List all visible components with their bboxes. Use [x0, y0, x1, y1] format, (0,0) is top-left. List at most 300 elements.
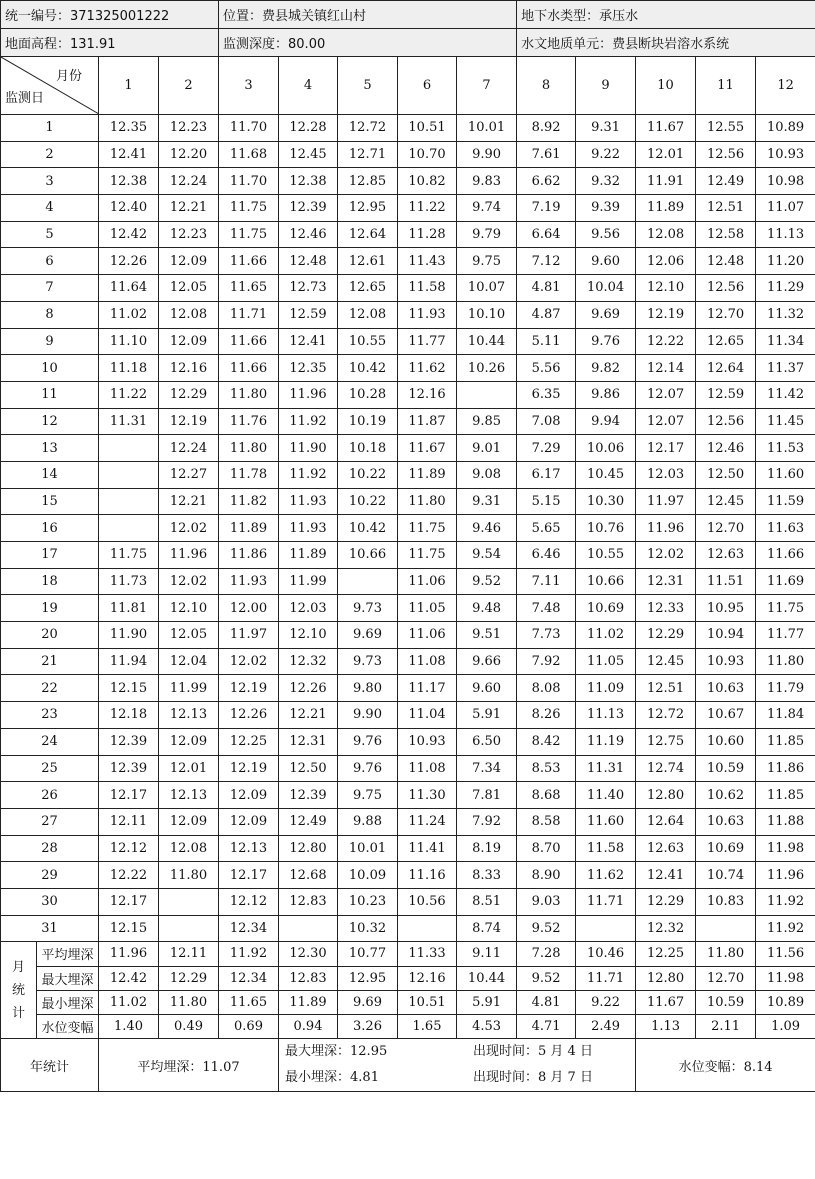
- depth-cell: 6.46: [517, 542, 576, 569]
- depth-cell: 11.97: [636, 488, 696, 515]
- day-row: [1, 862, 815, 889]
- depth-cell: 11.19: [576, 728, 636, 755]
- month-header: 9: [576, 57, 636, 115]
- stat-label: 最大埋深: [37, 966, 99, 990]
- depth-cell: 9.76: [576, 328, 636, 355]
- depth-cell: 7.92: [517, 648, 576, 675]
- depth-cell: 11.53: [756, 435, 815, 462]
- depth-cell: 9.80: [338, 675, 398, 702]
- depth-cell: 9.32: [576, 168, 636, 195]
- depth-cell: 10.60: [696, 728, 756, 755]
- depth-cell: 12.13: [219, 835, 279, 862]
- stat-cell: 12.80: [636, 966, 696, 990]
- stat-cell: 10.89: [756, 990, 815, 1014]
- day-row: [1, 275, 815, 302]
- stat-label: 水位变幅: [37, 1014, 99, 1038]
- depth-cell: 12.80: [279, 835, 338, 862]
- depth-cell: 10.76: [576, 515, 636, 542]
- depth-cell: 11.37: [756, 355, 815, 382]
- stat-cell: 12.25: [636, 942, 696, 966]
- depth-cell: 10.98: [756, 168, 815, 195]
- day-label: 17: [1, 542, 99, 569]
- depth-cell: 9.39: [576, 195, 636, 222]
- depth-cell: 11.63: [756, 515, 815, 542]
- depth-cell: 8.51: [457, 888, 517, 915]
- depth-cell: 5.65: [517, 515, 576, 542]
- depth-cell: 7.12: [517, 248, 576, 275]
- depth-cell: 11.08: [398, 755, 457, 782]
- depth-cell: 11.92: [756, 915, 815, 942]
- stat-label: 最小埋深: [37, 990, 99, 1014]
- depth-cell: 12.02: [219, 648, 279, 675]
- depth-cell: 11.13: [576, 702, 636, 729]
- depth-cell: 12.15: [99, 915, 159, 942]
- depth-cell: 10.93: [756, 141, 815, 168]
- stat-cell: 11.98: [756, 966, 815, 990]
- depth-cell: 10.94: [696, 622, 756, 649]
- depth-cell: 11.02: [576, 622, 636, 649]
- day-label: 26: [1, 782, 99, 809]
- depth-cell: 10.89: [756, 115, 815, 142]
- depth-cell: 7.92: [457, 808, 517, 835]
- depth-cell: 11.04: [398, 702, 457, 729]
- depth-cell: 5.11: [517, 328, 576, 355]
- depth-cell: 10.69: [576, 595, 636, 622]
- depth-cell: 12.64: [696, 355, 756, 382]
- depth-cell: 12.22: [99, 862, 159, 889]
- stat-cell: 5.91: [457, 990, 517, 1014]
- depth-cell: 11.86: [219, 542, 279, 569]
- depth-cell: 10.62: [696, 782, 756, 809]
- depth-cell: 11.02: [99, 301, 159, 328]
- depth-cell: 11.96: [159, 542, 219, 569]
- depth-cell: 12.08: [338, 301, 398, 328]
- depth-cell: 10.51: [398, 115, 457, 142]
- day-row: [1, 168, 815, 195]
- depth-cell: 9.88: [338, 808, 398, 835]
- depth-cell: 12.29: [636, 622, 696, 649]
- monthly-stats-char: 月: [11, 959, 25, 975]
- depth-cell: 9.76: [338, 755, 398, 782]
- depth-cell: 11.92: [279, 461, 338, 488]
- depth-cell: 11.05: [576, 648, 636, 675]
- depth-cell: 11.94: [99, 648, 159, 675]
- depth-cell: 11.97: [219, 622, 279, 649]
- stat-cell: 10.77: [338, 942, 398, 966]
- depth-cell: 9.75: [338, 782, 398, 809]
- stat-cell: 9.11: [457, 942, 517, 966]
- depth-cell: 12.19: [219, 675, 279, 702]
- stat-cell: 10.51: [398, 990, 457, 1014]
- depth-cell: 12.03: [636, 461, 696, 488]
- depth-cell: 12.45: [696, 488, 756, 515]
- monitoring-depth: 监测深度：80.00: [219, 29, 517, 57]
- station-id: 统一编号：371325001222: [1, 1, 219, 29]
- day-row: [1, 381, 815, 408]
- depth-cell: 10.32: [338, 915, 398, 942]
- depth-cell: 10.30: [576, 488, 636, 515]
- depth-cell: 12.63: [636, 835, 696, 862]
- depth-cell: 11.32: [756, 301, 815, 328]
- depth-cell: 11.77: [398, 328, 457, 355]
- depth-cell: 12.29: [159, 381, 219, 408]
- depth-cell: 11.17: [398, 675, 457, 702]
- day-label: 3: [1, 168, 99, 195]
- day-label: 22: [1, 675, 99, 702]
- depth-cell: 12.22: [636, 328, 696, 355]
- depth-cell: 11.40: [576, 782, 636, 809]
- depth-cell: 12.38: [279, 168, 338, 195]
- depth-cell: 12.73: [279, 275, 338, 302]
- depth-cell: 12.63: [696, 542, 756, 569]
- depth-cell: 5.15: [517, 488, 576, 515]
- depth-cell: 12.64: [636, 808, 696, 835]
- day-label: 9: [1, 328, 99, 355]
- depth-cell: 8.58: [517, 808, 576, 835]
- depth-cell: 9.69: [338, 622, 398, 649]
- depth-cell: 12.21: [159, 195, 219, 222]
- stat-cell: 11.02: [99, 990, 159, 1014]
- depth-cell: 10.55: [338, 328, 398, 355]
- day-row: [1, 221, 815, 248]
- year-max-depth: 最大埋深：12.95: [285, 1044, 388, 1060]
- monthly-stats-char: 计: [11, 1005, 25, 1021]
- day-label: 25: [1, 755, 99, 782]
- depth-cell: 12.11: [99, 808, 159, 835]
- depth-cell: 11.81: [99, 595, 159, 622]
- depth-cell: 11.99: [159, 675, 219, 702]
- depth-cell: 12.17: [99, 888, 159, 915]
- depth-cell: 10.63: [696, 675, 756, 702]
- depth-cell: 11.75: [99, 542, 159, 569]
- depth-cell: 12.09: [159, 328, 219, 355]
- day-row: [1, 702, 815, 729]
- depth-cell: 9.66: [457, 648, 517, 675]
- depth-cell: 11.76: [219, 408, 279, 435]
- monthly-stats-char: 统: [11, 982, 25, 998]
- depth-cell: 11.18: [99, 355, 159, 382]
- depth-cell: 7.73: [517, 622, 576, 649]
- depth-cell: 10.66: [338, 542, 398, 569]
- depth-cell: 12.46: [279, 221, 338, 248]
- depth-cell: 11.10: [99, 328, 159, 355]
- depth-cell: 10.70: [398, 141, 457, 168]
- stat-cell: 11.65: [219, 990, 279, 1014]
- depth-cell: 7.29: [517, 435, 576, 462]
- depth-cell: 10.45: [576, 461, 636, 488]
- depth-cell: 12.72: [636, 702, 696, 729]
- depth-cell: 11.80: [398, 488, 457, 515]
- location: 位置：费县城关镇红山村: [219, 1, 517, 29]
- depth-cell: 9.52: [457, 568, 517, 595]
- depth-cell: 10.28: [338, 381, 398, 408]
- day-row: [1, 622, 815, 649]
- depth-cell: 12.05: [159, 622, 219, 649]
- hydrogeologic-unit: 水文地质单元：费县断块岩溶水系统: [517, 29, 815, 57]
- depth-cell: 11.06: [398, 568, 457, 595]
- depth-cell: 12.16: [159, 355, 219, 382]
- depth-cell: 10.63: [696, 808, 756, 835]
- stat-cell: 11.92: [219, 942, 279, 966]
- depth-cell: 10.22: [338, 488, 398, 515]
- depth-cell: 11.85: [756, 728, 815, 755]
- depth-cell: 12.12: [219, 888, 279, 915]
- depth-cell: 6.17: [517, 461, 576, 488]
- monthly-stats-label: [1, 942, 37, 1039]
- depth-cell: 6.62: [517, 168, 576, 195]
- depth-cell: 7.48: [517, 595, 576, 622]
- day-row: [1, 542, 815, 569]
- depth-cell: 12.58: [696, 221, 756, 248]
- depth-cell: 11.07: [756, 195, 815, 222]
- corner-cell: [1, 57, 99, 115]
- depth-cell: 11.86: [756, 755, 815, 782]
- month-header: 4: [279, 57, 338, 115]
- depth-cell: 9.79: [457, 221, 517, 248]
- depth-cell: 12.51: [636, 675, 696, 702]
- depth-cell: 12.09: [159, 808, 219, 835]
- depth-cell: 9.31: [576, 115, 636, 142]
- stat-cell: 12.30: [279, 942, 338, 966]
- depth-cell: 12.71: [338, 141, 398, 168]
- depth-cell: 7.34: [457, 755, 517, 782]
- stat-cell: 4.53: [457, 1014, 517, 1038]
- depth-cell: 12.39: [279, 782, 338, 809]
- depth-cell: 10.42: [338, 515, 398, 542]
- depth-cell: 11.96: [636, 515, 696, 542]
- depth-cell: 11.59: [756, 488, 815, 515]
- day-label: 1: [1, 115, 99, 142]
- day-label: 5: [1, 221, 99, 248]
- depth-cell: 11.60: [756, 461, 815, 488]
- depth-cell: 12.48: [279, 248, 338, 275]
- stat-cell: 11.71: [576, 966, 636, 990]
- depth-cell: 9.73: [338, 595, 398, 622]
- day-row: [1, 435, 815, 462]
- stat-label: 平均埋深: [37, 942, 99, 966]
- depth-cell: 12.05: [159, 275, 219, 302]
- depth-cell: 11.75: [398, 542, 457, 569]
- depth-cell: 9.90: [338, 702, 398, 729]
- depth-cell: 12.02: [159, 515, 219, 542]
- depth-cell: 12.33: [636, 595, 696, 622]
- month-header: 3: [219, 57, 279, 115]
- depth-cell: 11.51: [696, 568, 756, 595]
- depth-cell: 12.49: [279, 808, 338, 835]
- month-header: 8: [517, 57, 576, 115]
- depth-cell: 5.91: [457, 702, 517, 729]
- depth-cell: 11.80: [159, 862, 219, 889]
- day-row: [1, 408, 815, 435]
- depth-cell: 7.81: [457, 782, 517, 809]
- depth-cell: 11.43: [398, 248, 457, 275]
- depth-cell: 12.59: [696, 381, 756, 408]
- depth-cell: 12.59: [279, 301, 338, 328]
- stat-cell: 2.49: [576, 1014, 636, 1038]
- depth-cell: 12.21: [159, 488, 219, 515]
- depth-cell: 10.66: [576, 568, 636, 595]
- depth-cell: 11.29: [756, 275, 815, 302]
- depth-cell: 8.74: [457, 915, 517, 942]
- depth-cell: 11.66: [219, 355, 279, 382]
- depth-cell: 11.88: [756, 808, 815, 835]
- depth-cell: 12.56: [696, 141, 756, 168]
- depth-cell: [99, 435, 159, 462]
- depth-cell: 11.85: [756, 782, 815, 809]
- depth-cell: 4.87: [517, 301, 576, 328]
- depth-cell: 11.82: [219, 488, 279, 515]
- depth-cell: 11.98: [756, 835, 815, 862]
- day-row: [1, 808, 815, 835]
- depth-cell: 9.60: [457, 675, 517, 702]
- depth-cell: 12.00: [219, 595, 279, 622]
- day-label: 14: [1, 461, 99, 488]
- depth-cell: 12.65: [338, 275, 398, 302]
- depth-cell: 9.69: [576, 301, 636, 328]
- depth-cell: 12.19: [219, 755, 279, 782]
- ground-elevation: 地面高程：131.91: [1, 29, 219, 57]
- depth-cell: 9.60: [576, 248, 636, 275]
- depth-cell: 12.40: [99, 195, 159, 222]
- depth-cell: 12.13: [159, 702, 219, 729]
- depth-cell: 11.31: [99, 408, 159, 435]
- stat-cell: 9.69: [338, 990, 398, 1014]
- month-header: 2: [159, 57, 219, 115]
- depth-cell: 12.19: [636, 301, 696, 328]
- day-label: 24: [1, 728, 99, 755]
- depth-cell: 11.16: [398, 862, 457, 889]
- stat-cell: 3.26: [338, 1014, 398, 1038]
- day-row: [1, 835, 815, 862]
- depth-cell: 12.56: [696, 275, 756, 302]
- depth-cell: 12.39: [99, 728, 159, 755]
- month-header: 5: [338, 57, 398, 115]
- depth-cell: 12.17: [219, 862, 279, 889]
- depth-cell: 12.80: [636, 782, 696, 809]
- depth-cell: [159, 915, 219, 942]
- stat-cell: 11.80: [159, 990, 219, 1014]
- depth-cell: 11.75: [756, 595, 815, 622]
- stat-cell: 12.95: [338, 966, 398, 990]
- stat-cell: 12.42: [99, 966, 159, 990]
- depth-cell: 12.26: [279, 675, 338, 702]
- depth-cell: 11.92: [279, 408, 338, 435]
- day-label: 15: [1, 488, 99, 515]
- depth-cell: 12.41: [279, 328, 338, 355]
- depth-cell: 11.28: [398, 221, 457, 248]
- depth-cell: 10.26: [457, 355, 517, 382]
- depth-cell: 11.66: [219, 328, 279, 355]
- depth-cell: 10.06: [576, 435, 636, 462]
- depth-cell: 11.80: [219, 435, 279, 462]
- depth-cell: 12.75: [636, 728, 696, 755]
- month-header: 6: [398, 57, 457, 115]
- day-row: [1, 115, 815, 142]
- depth-cell: 12.55: [696, 115, 756, 142]
- depth-cell: 9.94: [576, 408, 636, 435]
- depth-cell: [99, 515, 159, 542]
- depth-cell: 11.73: [99, 568, 159, 595]
- depth-cell: 12.34: [219, 915, 279, 942]
- depth-cell: 11.75: [398, 515, 457, 542]
- day-label: 7: [1, 275, 99, 302]
- depth-cell: 9.01: [457, 435, 517, 462]
- depth-cell: 11.24: [398, 808, 457, 835]
- depth-cell: 11.22: [398, 195, 457, 222]
- month-header-row: [1, 57, 815, 115]
- stat-cell: 12.34: [219, 966, 279, 990]
- depth-cell: 10.09: [338, 862, 398, 889]
- depth-cell: 9.52: [517, 915, 576, 942]
- depth-cell: 12.16: [398, 381, 457, 408]
- day-label: 23: [1, 702, 99, 729]
- year-label: 年统计: [1, 1039, 99, 1092]
- depth-cell: 11.58: [398, 275, 457, 302]
- depth-cell: 11.89: [219, 515, 279, 542]
- day-row: [1, 568, 815, 595]
- depth-cell: 8.42: [517, 728, 576, 755]
- depth-cell: 10.93: [696, 648, 756, 675]
- depth-cell: 12.46: [696, 435, 756, 462]
- depth-cell: 11.05: [398, 595, 457, 622]
- depth-cell: 12.48: [696, 248, 756, 275]
- stat-cell: 10.44: [457, 966, 517, 990]
- depth-cell: 11.79: [756, 675, 815, 702]
- depth-cell: 12.09: [159, 728, 219, 755]
- depth-cell: 12.38: [99, 168, 159, 195]
- depth-cell: 9.31: [457, 488, 517, 515]
- depth-cell: 8.26: [517, 702, 576, 729]
- day-row: [1, 195, 815, 222]
- depth-cell: 12.41: [99, 141, 159, 168]
- depth-cell: 11.78: [219, 461, 279, 488]
- depth-cell: 9.82: [576, 355, 636, 382]
- depth-cell: [576, 915, 636, 942]
- stat-cell: 0.49: [159, 1014, 219, 1038]
- depth-cell: 11.58: [576, 835, 636, 862]
- depth-cell: 6.50: [457, 728, 517, 755]
- depth-cell: 11.41: [398, 835, 457, 862]
- depth-cell: 9.83: [457, 168, 517, 195]
- depth-cell: 12.12: [99, 835, 159, 862]
- depth-cell: 12.42: [99, 221, 159, 248]
- depth-cell: 12.08: [159, 835, 219, 862]
- depth-cell: 11.66: [219, 248, 279, 275]
- depth-cell: 11.80: [756, 648, 815, 675]
- day-row: [1, 461, 815, 488]
- depth-cell: 12.01: [159, 755, 219, 782]
- depth-cell: 12.15: [99, 675, 159, 702]
- depth-cell: 11.62: [576, 862, 636, 889]
- depth-cell: 11.45: [756, 408, 815, 435]
- depth-cell: 12.70: [696, 301, 756, 328]
- day-row: [1, 248, 815, 275]
- depth-cell: 12.31: [636, 568, 696, 595]
- day-label: 31: [1, 915, 99, 942]
- depth-cell: 10.04: [576, 275, 636, 302]
- depth-cell: 8.68: [517, 782, 576, 809]
- depth-cell: 10.22: [338, 461, 398, 488]
- depth-cell: 8.92: [517, 115, 576, 142]
- depth-cell: 12.49: [696, 168, 756, 195]
- day-row: [1, 755, 815, 782]
- depth-cell: 5.56: [517, 355, 576, 382]
- depth-cell: 11.75: [219, 195, 279, 222]
- day-row: [1, 355, 815, 382]
- depth-cell: 11.99: [279, 568, 338, 595]
- depth-cell: 12.18: [99, 702, 159, 729]
- depth-cell: 9.74: [457, 195, 517, 222]
